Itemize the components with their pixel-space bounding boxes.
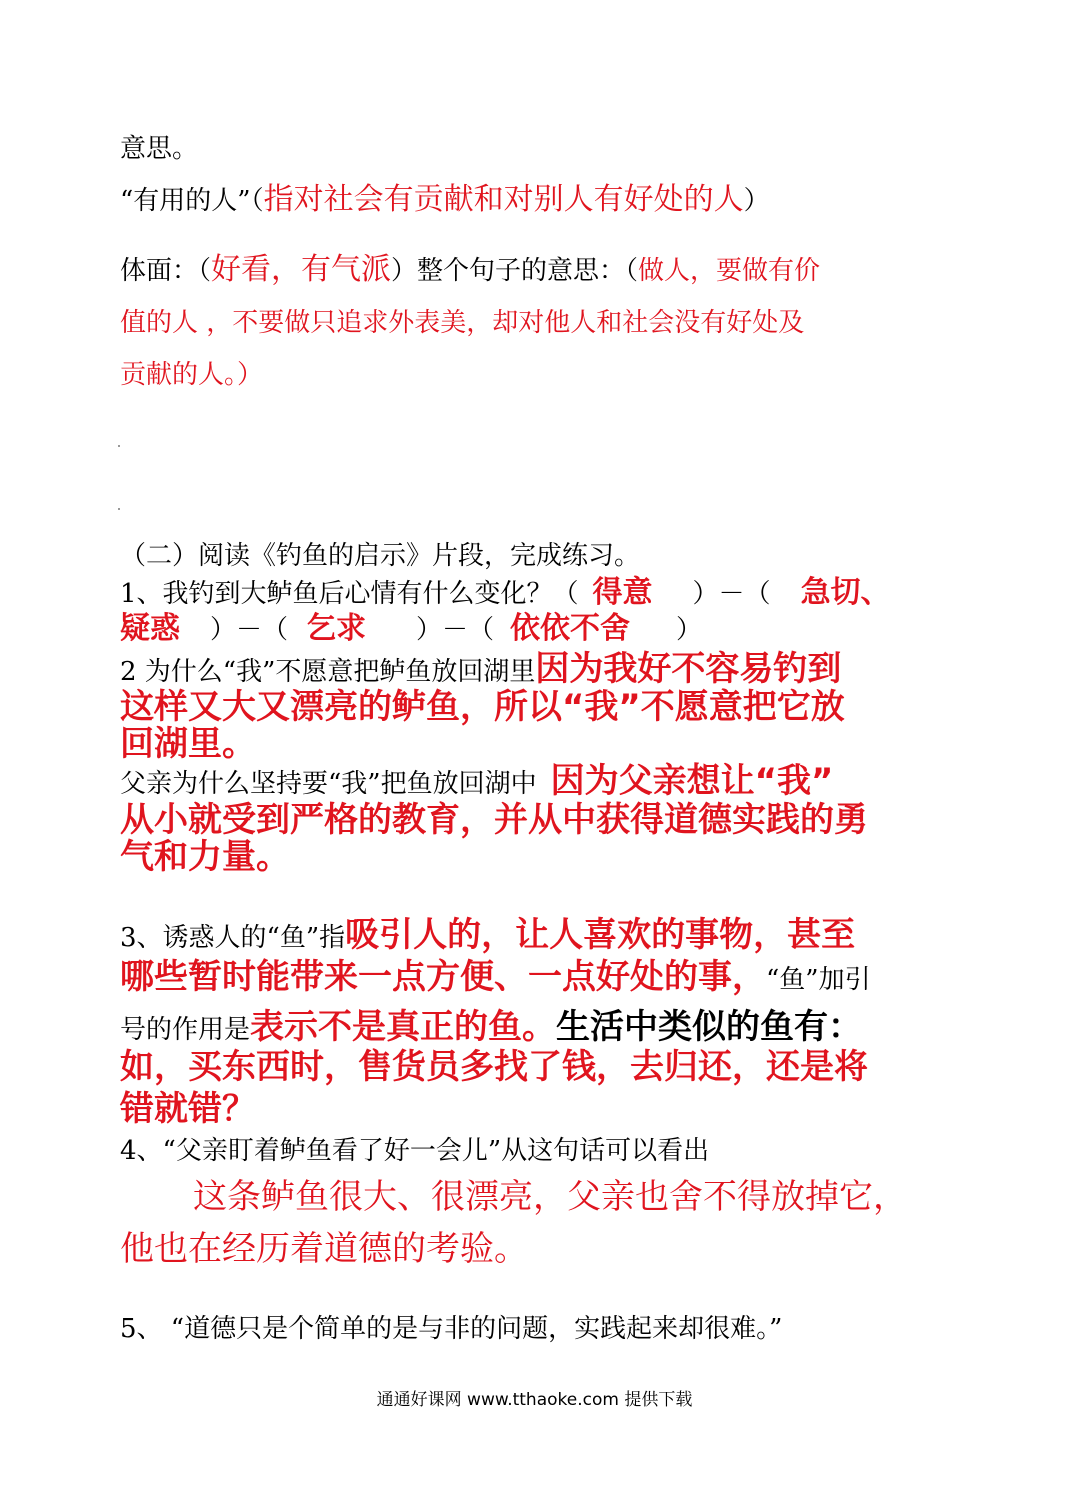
answer-text: 依依不舍	[510, 611, 631, 646]
answer-text: 哪些暂时能带来一点方便、一点好处的事，	[120, 957, 766, 997]
answer-line	[120, 1089, 256, 1129]
answer-text: 气和力量。	[120, 837, 290, 877]
answer-text: 从小就受到严格的教育，并从中获得道德实践的勇	[120, 800, 868, 840]
stray-dot	[118, 508, 120, 510]
question-text: 体面：（	[120, 256, 212, 286]
q5-line	[120, 1316, 782, 1342]
question-text: 3、诱惑人的“鱼”指	[120, 923, 346, 953]
answer-line	[193, 1177, 907, 1217]
answer-text: 疑惑	[120, 611, 180, 646]
answer-line	[120, 837, 290, 877]
answer-text: 因为父亲想让“我”	[550, 761, 834, 801]
answer-line	[120, 1047, 868, 1087]
text: 意思。	[120, 134, 199, 164]
q1-line	[120, 575, 891, 610]
question-text: ）	[676, 615, 703, 645]
answer-text: 值的人 ，不要做只追求外表美，却对他人和社会没有好处及	[120, 308, 805, 338]
question-text: “有用的人”（	[120, 186, 264, 216]
q3-line-2	[120, 957, 871, 997]
answer-text: 指对社会有贡献和对别人有好处的人	[263, 182, 744, 217]
question-text: 2 为什么“我”不愿意把鲈鱼放回湖里	[120, 657, 536, 687]
answer-text: 做人，要做有价	[638, 256, 821, 286]
section-heading	[120, 543, 640, 569]
question-text: ）－（	[210, 615, 289, 645]
question-text: ）整个句子的意思：（	[391, 256, 639, 286]
answer-line	[120, 724, 256, 764]
question-text: 1、我钓到大鲈鱼后心情有什么变化？（	[120, 579, 579, 609]
answer-line	[120, 687, 845, 727]
q2b-line	[120, 761, 834, 801]
question-text: 父亲为什么坚持要“我”把鱼放回湖中	[120, 769, 537, 799]
stray-dot	[118, 445, 120, 447]
question-text: 5、 “道德只是个简单的是与非的问题，实践起来却很难。”	[120, 1314, 783, 1344]
answer-text: 吸引人的，让人喜欢的事物，甚至	[345, 915, 856, 955]
q2-line	[120, 649, 842, 689]
answer-line	[120, 800, 868, 840]
answer-line	[120, 1229, 528, 1269]
q4-line	[120, 1138, 709, 1164]
footer	[0, 1385, 1069, 1410]
text-line	[120, 136, 198, 162]
answer-line	[120, 310, 804, 336]
useful-person-line	[120, 182, 770, 217]
answer-text: 因为我好不容易钓到	[535, 649, 842, 689]
answer-text: 好看，有气派	[211, 252, 392, 287]
question-text: 4、“父亲盯着鲈鱼看了好一会儿”从这句话可以看出	[120, 1136, 710, 1166]
answer-text: 这样又大又漂亮的鲈鱼，所以“我”不愿意把它放	[120, 687, 845, 727]
answer-text: 这条鲈鱼很大、很漂亮，父亲也舍不得放掉它，	[193, 1177, 907, 1217]
q3-line	[120, 915, 856, 955]
question-text: 号的作用是	[120, 1015, 251, 1045]
answer-text: 回湖里。	[120, 724, 256, 764]
heading-text: （二）阅读《钓鱼的启示》片段，完成练习。	[120, 541, 641, 571]
answer-text: 表示不是真正的鱼。	[250, 1007, 557, 1047]
answer-text: 错就错？	[120, 1089, 256, 1129]
question-text: ）－（	[692, 579, 771, 609]
answer-text: 得意	[592, 575, 653, 610]
answer-text: 如，买东西时，售货员多找了钱，去归还，还是将	[120, 1047, 868, 1087]
footer-text: 通通好课网 www.tthaoke.com 提供下载	[376, 1390, 693, 1410]
question-text: ）－（	[416, 615, 495, 645]
answer-text: 急切、	[800, 575, 891, 610]
example-label: 生活中类似的鱼有：	[556, 1007, 863, 1047]
q1-line-2	[120, 611, 703, 646]
answer-text: 乞求	[306, 611, 367, 646]
answer-line	[120, 362, 263, 388]
q3-line-3	[120, 1007, 863, 1047]
question-text: ）	[743, 186, 770, 216]
answer-text: 他也在经历着道德的考验。	[120, 1229, 528, 1269]
question-text: “鱼”加引	[766, 965, 871, 995]
answer-text: 贡献的人。）	[120, 360, 264, 390]
timian-line	[120, 252, 821, 287]
